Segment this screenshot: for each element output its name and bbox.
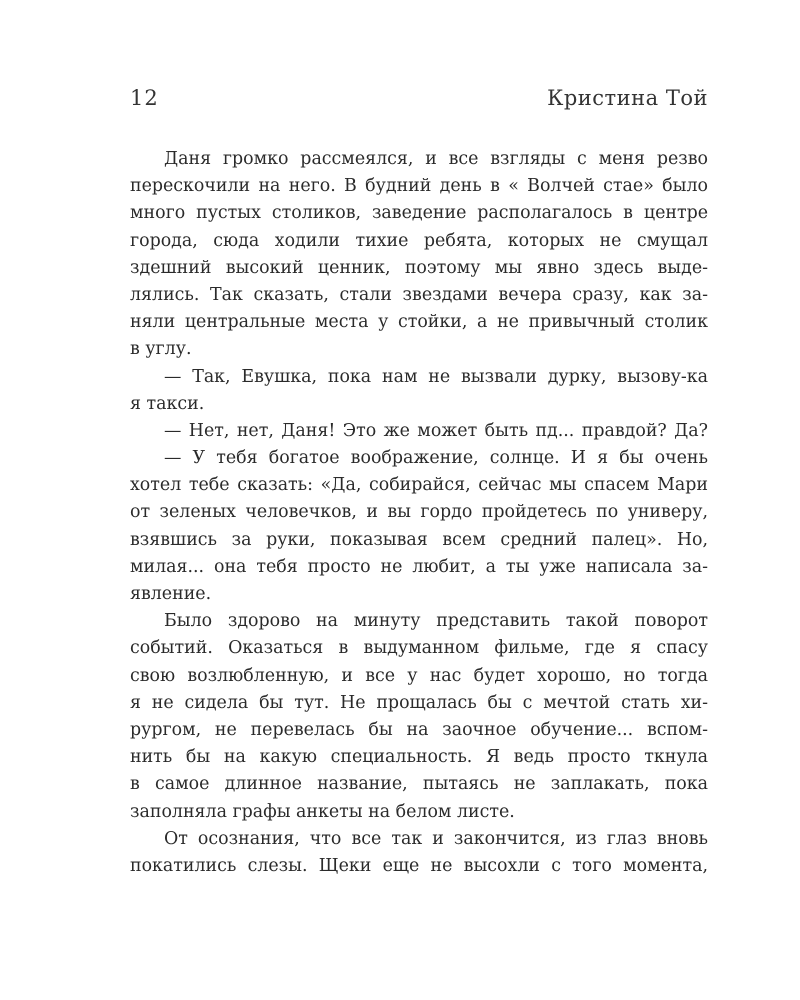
text-line: хотел тебе сказать: «Да, собирайся, сейчас мы спасем Мари: [130, 475, 708, 496]
text-line: здешний высокий ценник, поэтому мы явно здесь выде-: [130, 257, 708, 278]
text-line: милая... она тебя просто не любит, а ты уже написала за-: [130, 556, 708, 577]
text-line: взявшись за руки, показывая всем средний палец». Но,: [130, 529, 708, 550]
text-line: перескочили на него. В будний день в « Волчей стае» было: [130, 176, 708, 197]
text-line: событий. Оказаться в выдуманном фильме, где я спасу: [130, 638, 708, 659]
body-text: [130, 146, 708, 880]
text-line: в углу.: [130, 339, 192, 360]
text-line: города, сюда ходили тихие ребята, которых не смущал: [130, 230, 708, 251]
book-author: Кристина Той: [547, 86, 708, 110]
text-line: покатились слезы. Щеки еще не высохли с того момента,: [130, 855, 708, 876]
text-line: — Так, Евушка, пока нам не вызвали дурку, вызову-ка: [164, 366, 708, 387]
text-line: — Нет, нет, Даня! Это же может быть пд... правдой? Да?: [164, 420, 708, 441]
text-line: рургом, не перевелась бы на заочное обучение... вспом-: [130, 719, 708, 740]
text-line: Даня громко рассмеялся, и все взгляды с меня резво: [164, 149, 708, 169]
text-line: Было здорово на минуту представить такой поворот: [164, 611, 708, 632]
text-line: — У тебя богатое воображение, солнце. И я бы очень: [164, 448, 708, 469]
text-line: лялись. Так сказать, стали звездами вечера сразу, как за-: [130, 284, 708, 305]
text-line: от зеленых человечков, и вы гордо пройдетесь по универу,: [130, 502, 708, 523]
text-line: я такси.: [130, 393, 205, 414]
page-number: 12: [130, 86, 159, 110]
text-line: я не сидела бы тут. Не прощалась бы с мечтой стать хи-: [130, 692, 708, 713]
text-line: свою возлюбленную, и все у нас будет хорошо, но тогда: [130, 665, 708, 686]
running-head: [130, 86, 708, 116]
text-line: явление.: [130, 584, 212, 604]
text-line: От осознания, что все так и закончится, из глаз вновь: [164, 828, 708, 849]
text-line: много пустых столиков, заведение располагалось в центре: [130, 203, 708, 224]
text-line: в самое длинное название, пытаясь не заплакать, пока: [130, 774, 708, 795]
text-line: няли центральные места у стойки, а не привычный столик: [130, 312, 708, 333]
text-line: заполняла графы анкеты на белом листе.: [130, 801, 515, 822]
text-line: нить бы на какую специальность. Я ведь просто ткнула: [130, 747, 708, 768]
